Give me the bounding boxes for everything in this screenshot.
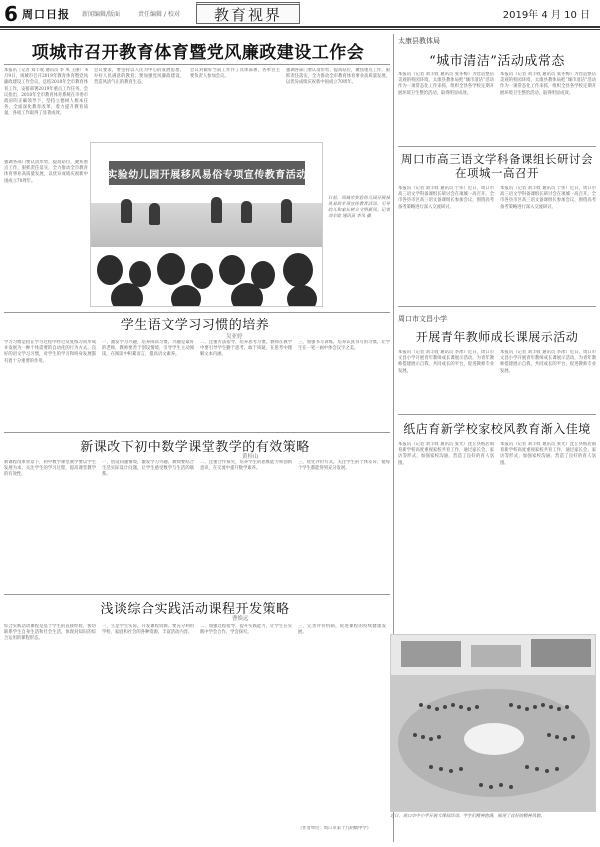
page-number: 6 — [4, 2, 18, 26]
lead-headline: 项城市召开教育体育暨党风廉政建设工作会 — [31, 43, 365, 63]
right-rule — [398, 146, 596, 147]
audience-member — [191, 263, 213, 289]
event-banner: 实验幼儿园开展移风易俗专项宣传教育活动 — [109, 161, 305, 185]
practice-headline: 浅谈综合实践活动课程开发策略 — [100, 602, 290, 617]
right4-col-2: 本报讯（记者 刘丰收 通讯员 张光）沈丘县纸店镇育新学校高度重视家校共育工作，通过家长会、家访等形式，加强家校沟通，营造了良好的育人氛围。 — [500, 442, 596, 466]
reading-col-2: 一、激发学习兴趣，培养阅读习惯。兴趣是最好的老师，教师要善于创设情境，引导学生主动阅读，在阅读中积累语言，提高语文素养。 — [102, 340, 194, 358]
lead-body-col-4: 强调各部门要认清形势，提高站位，聚焦重点工作，狠抓责任落实，全力推动全市教育体育事业高质量发展，以优异成绩庆祝新中国成立70周年。 — [286, 68, 390, 86]
practice-byline: 曹焕远 — [232, 616, 249, 622]
kindergarten-event-photo — [90, 142, 323, 307]
top-rule — [0, 26, 600, 28]
performer — [121, 199, 132, 223]
top-rule-thin — [0, 29, 600, 30]
right2-col-2: 本报讯（记者 刘丰收 通讯员 于伟）近日，周口市高三语文学科备课组长研讨会在项城一高召开。全市各县市区高三语文备课组长参加会议，围绕高考备考策略进行深入交流研讨。 — [500, 186, 596, 210]
edition-label: 新闻编辑/版面 — [82, 11, 121, 18]
lead-body-col-1 — [4, 68, 88, 158]
audience-member — [111, 283, 143, 307]
right3-kicker: 周口市文昌小学 — [398, 315, 447, 323]
audience-member — [287, 285, 317, 307]
audience-member — [219, 255, 245, 285]
practice-col-4: 三、完善评价机制，促进课程的持续健康发展。 — [298, 624, 386, 636]
right1-kicker: 太康县教体局 — [398, 37, 440, 45]
school-photo-caption: 近日，周口市中小学开展大课间活动，学生们精神饱满，展现了良好的精神风貌。 — [390, 814, 545, 819]
math-byline: 黄桂山 — [242, 454, 259, 460]
section-rule — [4, 594, 390, 595]
section-rule — [4, 312, 390, 313]
right-rule — [398, 414, 596, 415]
right1-headline: “城市清洁”活动成常态 — [429, 54, 565, 69]
math-headline: 新课改下初中数学课堂教学的有效策略 — [80, 440, 310, 455]
performer — [241, 201, 252, 223]
right2-headline: 周口市高三语文学科备课组长研讨会在项城一高召开 — [401, 152, 593, 180]
issue-date: 2019年 4 月 10 日 — [502, 10, 590, 21]
school-exercise-photo — [390, 634, 596, 812]
math-col-2: 一、创设问题情境，激发学习兴趣。教师要结合生活实际设计问题，让学生感受数学与生活的联系。 — [102, 460, 194, 478]
practice-author-unit: （作者单位：周口市第十九初级中学） — [298, 826, 372, 831]
performer — [149, 203, 160, 225]
right3-headline: 开展青年教师成长课展示活动 — [415, 330, 579, 344]
math-col-1: 新课程改革背景下，初中数学课堂教学要以学生发展为本，关注学生的学习过程，提高课堂教学的有效性。 — [4, 460, 96, 478]
editor-label: 责任编辑 / 校对 — [138, 11, 180, 18]
playground-illustration — [391, 635, 596, 812]
right3-col-1: 本报讯（记者 刘丰收 通讯员 李冰）近日，周口市文昌小学开展青年教师成长课展示活动，为青年教师搭建展示自我、共同成长的平台，促进教师专业发展。 — [398, 350, 494, 374]
reading-headline: 学生语文学习习惯的培养 — [120, 318, 270, 333]
reading-col-1: 学习习惯是指在学习过程中经过反复练习而形成并发展为一种个体需要的自动化的行为方式。良好的语文学习习惯，对学生的学习和终身发展都有着十分重要的作用。 — [4, 340, 96, 364]
lead-body-col-2: 会议要求，要坚持以人民为中心的发展思想，办好人民满意的教育；要加强党风廉政建设，营造风清气正的教育生态。 — [94, 68, 184, 86]
performer — [211, 197, 222, 223]
section-rule — [4, 432, 390, 433]
audience-member — [283, 253, 313, 287]
practice-col-3: 二、加强过程指导，提升实践能力，让学生在实践中学会合作、学会探究。 — [200, 624, 292, 636]
math-col-3: 二、注重合作探究，培养学生的思维能力和创新意识，在交流中提升数学素养。 — [200, 460, 292, 472]
lead-rule — [4, 64, 390, 65]
stage-photo-caption: 日前，项城市实验幼儿园开展移风易俗专项宣传教育活动，引导幼儿和家长树立文明新风。记者 刘丰收 通讯员 李凤 摄 — [328, 196, 390, 219]
performer — [281, 199, 292, 223]
reading-col-4: 三、加强书写训练，培养认真书写的习惯，让学生在一笔一画中体会汉字之美。 — [298, 340, 390, 352]
paper-name: 周口日报 — [22, 8, 70, 21]
practice-col-1: 综合实践活动课程是基于学生的直接经验，密切联系学生自身生活和社会生活，体现对知识的综合运用的课程形态。 — [4, 624, 96, 642]
right4-col-1: 本报讯（记者 刘丰收 通讯员 张光）沈丘县纸店镇育新学校高度重视家校共育工作，通过家长会、家访等形式，加强家校沟通，营造了良好的育人氛围。 — [398, 442, 494, 466]
right1-col-1: 本报讯（记者 刘丰收 通讯员 张冬梅）为营造整洁美观的校园环境，太康县教体局把“城市清洁”活动作为一项常态化工作来抓，组织全县各学校定期开展环境卫生整治活动，取得明显成效。 — [398, 72, 494, 96]
practice-col-2: 一、立足学生实际，开发课程资源。要充分利用学校、家庭和社会的各种资源，丰富活动内容。 — [102, 624, 194, 636]
reading-byline: 吴亚婷 — [226, 334, 243, 340]
reading-col-3: 二、注重方法指导，培养思考习惯。教师在教学中要引导学生勤于思考，敢于质疑，在思考中理解文本内涵。 — [200, 340, 292, 358]
math-col-4: 三、优化评价方式，关注学生的个体差异，使每个学生都能得到充分发展。 — [298, 460, 390, 472]
masthead — [0, 0, 600, 28]
right-rule — [398, 306, 596, 307]
lead-body-col-3: 会议对做好当前工作作了具体部署，各单位主要负责人参加会议。 — [190, 68, 280, 80]
lead-text-1: 4月9日，项城市召开2019年教育体育暨党风廉政建设工作会议，总结2018年全市教育体育工作，安排部署2019年重点工作任务。会议指出，2018年全市教育体育系统在市委市政府的正确领导下，坚持立德树人根本任务，全面深化教育改革，着力提升教育质量，各项工作取得了显著成效。 — [4, 68, 88, 117]
right2-col-1: 本报讯（记者 刘丰收 通讯员 于伟）近日，周口市高三语文学科备课组长研讨会在项城一高召开。全市各县市区高三语文备课组长参加会议，围绕高考备考策略进行深入交流研讨。 — [398, 186, 494, 210]
lead-byline: 本报讯（记者 刘丰收 通讯员 李 凤 王丽） — [4, 68, 84, 73]
audience-member — [171, 285, 201, 307]
audience-member — [97, 255, 123, 285]
right4-headline: 纸店育新学校家校风教育渐入佳境 — [403, 422, 591, 436]
audience-member — [157, 253, 185, 285]
right3-col-2: 本报讯（记者 刘丰收 通讯员 李冰）近日，周口市文昌小学开展青年教师成长课展示活动，为青年教师搭建展示自我、共同成长的平台，促进教师专业发展。 — [500, 350, 596, 374]
section-title: 教育视界 — [196, 2, 300, 24]
audience-member — [231, 283, 263, 307]
lead-body-col-1b: 强调各部门要认清形势，提高站位，聚焦重点工作，狠抓责任落实，全力推动全市教育体育事业高质量发展，以优异成绩庆祝新中国成立70周年。 — [4, 160, 88, 184]
right1-col-2: 本报讯（记者 刘丰收 通讯员 张冬梅）为营造整洁美观的校园环境，太康县教体局把“城市清洁”活动作为一项常态化工作来抓，组织全县各学校定期开展环境卫生整治活动，取得明显成效。 — [500, 72, 596, 96]
